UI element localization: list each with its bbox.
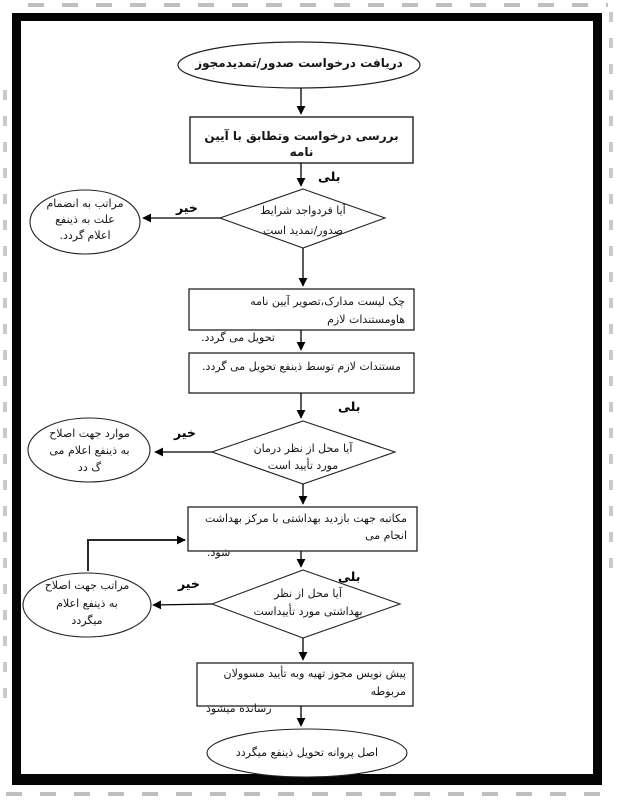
treatment-diamond-label [238,440,368,474]
eligible-diamond-line: آیا فردواجد شرایط [260,204,346,217]
treatment-diamond-line: آیا محل از نظر درمان [253,442,353,455]
arrow-revise-to-letter [88,540,185,571]
start-oval-label: دریافت درخواست صدور/تمدیدمجوز [195,56,403,70]
review-rect-label: بررسی درخواست وتطابق با آیین نامه [204,129,399,159]
checklist-line: تحویل می گردد. [201,331,275,344]
no-label-1: خیر [176,200,198,215]
notify-reason-oval-label [35,196,135,244]
eligible-diamond-line: صدور/تمدید است [262,224,344,237]
documents-rect-label: مستندات لازم توسط ذینفع تحویل می گردد. [202,360,401,373]
end-oval-label: اصل پروانه تحویل ذینفع میگردد [235,746,379,759]
health-diamond-line: بهداشتی مورد تأییداست [253,605,363,618]
corrections-line: به ذینفع اعلام می [49,444,130,457]
notify-reason-line: علت به ذینفع [55,213,115,226]
revise-oval-label [32,577,142,630]
corrections-line: موارد جهت اصلاح [49,427,130,440]
draft-line: رسانده میشود [206,702,272,715]
draft-line: پیش نویس مجوز تهیه وبه تأیید مسوولان مربوطه [223,667,406,698]
yes-label-1: بلی [318,169,341,184]
health-letter-line: مکاتبه جهت بازدید بهداشتی با مرکز بهداشت انجام می [204,512,407,542]
notify-reason-line: مراتب به انضمام [46,197,124,210]
treatment-diamond-line: مورد تأیید است [267,459,339,472]
revise-line: به ذینفع اعلام [56,596,118,610]
no-label-2: خیر [174,425,196,440]
health-letter-rect-label [194,510,410,561]
eligible-diamond-label [238,201,368,241]
corrections-line: گ دد [77,461,102,474]
yes-label-3: بلی [338,569,361,584]
revise-line: مراتب جهت اصلاح [44,579,130,592]
draft-rect-label [202,665,408,718]
health-diamond-line: آیا محل از نظر [274,587,342,600]
yes-label-2: بلی [338,399,361,414]
health-diamond-label [248,585,368,621]
health-letter-line: شود. [207,546,231,559]
notify-reason-line: اعلام گردد. [59,229,111,242]
revise-line: میگردد [71,614,103,627]
checklist-rect-label [195,293,407,347]
no-label-3: خیر [178,576,200,591]
corrections-oval-label [37,425,142,476]
arrow-no-health [153,604,212,605]
checklist-line: چک لیست مدارک،تصویر آیین نامه هاومستندات لازم [250,295,405,326]
